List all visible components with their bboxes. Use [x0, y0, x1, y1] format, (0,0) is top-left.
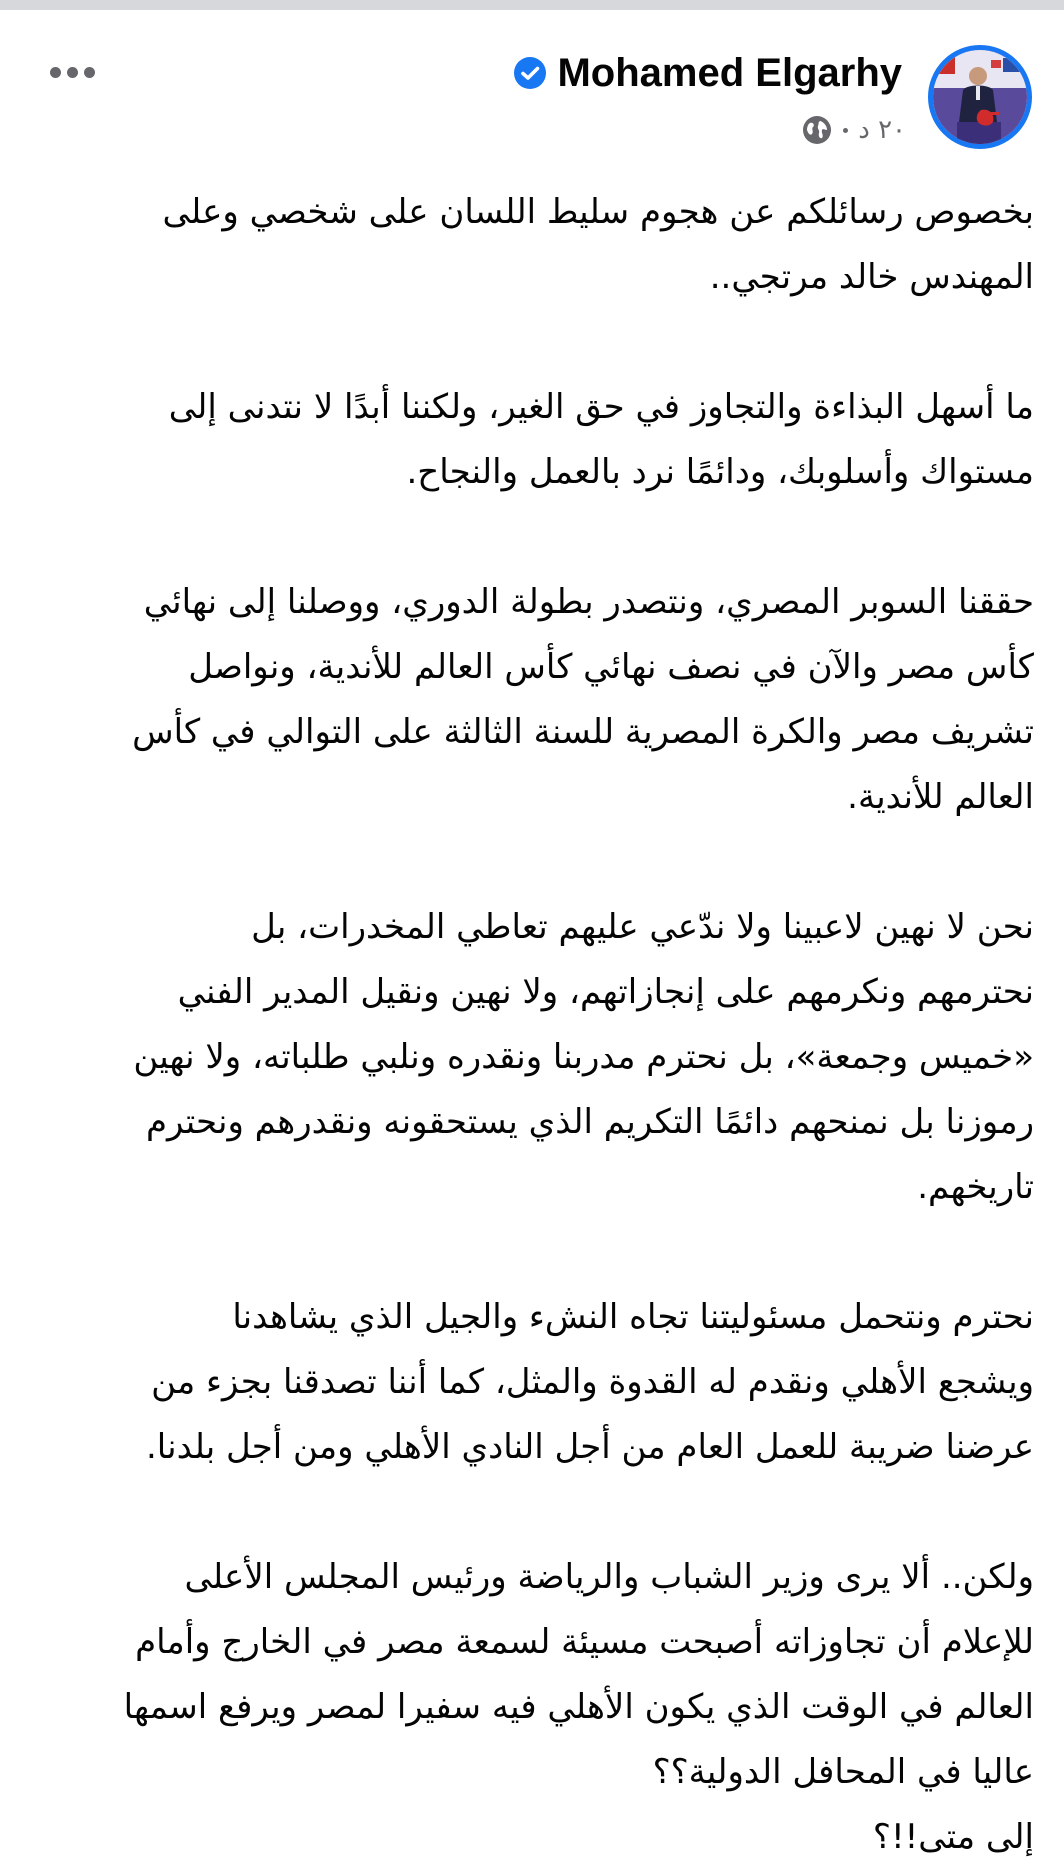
profile-photo — [933, 50, 1027, 144]
post-paragraph: نحن لا نهين لاعبينا ولا ندّعي عليهم تعاطي المخدرات، بل نحترمهم ونكرمهم على إنجازاتهم، ولا نهين ونقيل المدير الفني «خميس وجمعة»، بل نحترم مدربنا ونقدره ونلبي طلباته، ولا نهين رموزنا بل نمنحهم دائمًا التكريم الذي يستحقونه ونقدرهم ونحترم تاريخهم. — [133, 907, 1034, 1207]
more-horizontal-icon — [50, 67, 61, 78]
post-meta — [801, 110, 906, 150]
author-name[interactable]: Mohamed Elgarhy — [557, 50, 902, 95]
avatar[interactable] — [928, 45, 1032, 149]
post-paragraph: نحترم ونتحمل مسئوليتنا تجاه النشء والجيل الذي يشاهدنا ويشجع الأهلي ونقدم له القدوة والمثل، كما أننا تصدقنا بجزء من عرضنا ضريبة للعمل العام من أجل النادي الأهلي ومن أجل بلدنا. — [145, 1297, 1034, 1467]
post-text — [40, 180, 1034, 1870]
post-paragraph: حققنا السوبر المصري، ونتصدر بطولة الدوري، ووصلنا إلى نهائي كأس مصر والآن في نصف نهائي كأس العالم للأندية، ونواصل تشريف مصر والكرة المصرية للسنة الثالثة على التوالي في كأس العالم للأندية. — [132, 582, 1034, 817]
globe-icon — [801, 114, 833, 146]
post-header — [0, 10, 1064, 160]
more-dot — [67, 67, 78, 78]
author-row — [513, 48, 902, 98]
separator-dot — [843, 128, 848, 133]
post-paragraph: بخصوص رسائلكم عن هجوم سليط اللسان على شخصي وعلى المهندس خالد مرتجي.. — [162, 192, 1034, 297]
status-strip — [0, 0, 1064, 10]
post-paragraph: ما أسهل البذاءة والتجاوز في حق الغير، ولكننا أبدًا لا نتدنى إلى مستواك وأسلوبك، ودائمًا نرد بالعمل والنجاح. — [168, 387, 1034, 492]
more-dot — [84, 67, 95, 78]
verified-badge-icon — [513, 56, 547, 90]
post-paragraph: ولكن.. ألا يرى وزير الشباب والرياضة ورئيس المجلس الأعلى للإعلام أن تجاوزاته أصبحت مسيئة لسمعة مصر في الخارج وأمام العالم في الوقت الذي يكون الأهلي فيه سفيرا لمصر ويرفع اسمها عاليا في المحافل الدولية؟؟ إلى متى!!؟ — [123, 1557, 1034, 1857]
more-options-button[interactable] — [40, 52, 104, 92]
post-timestamp[interactable]: ٢٠ د — [858, 115, 906, 145]
